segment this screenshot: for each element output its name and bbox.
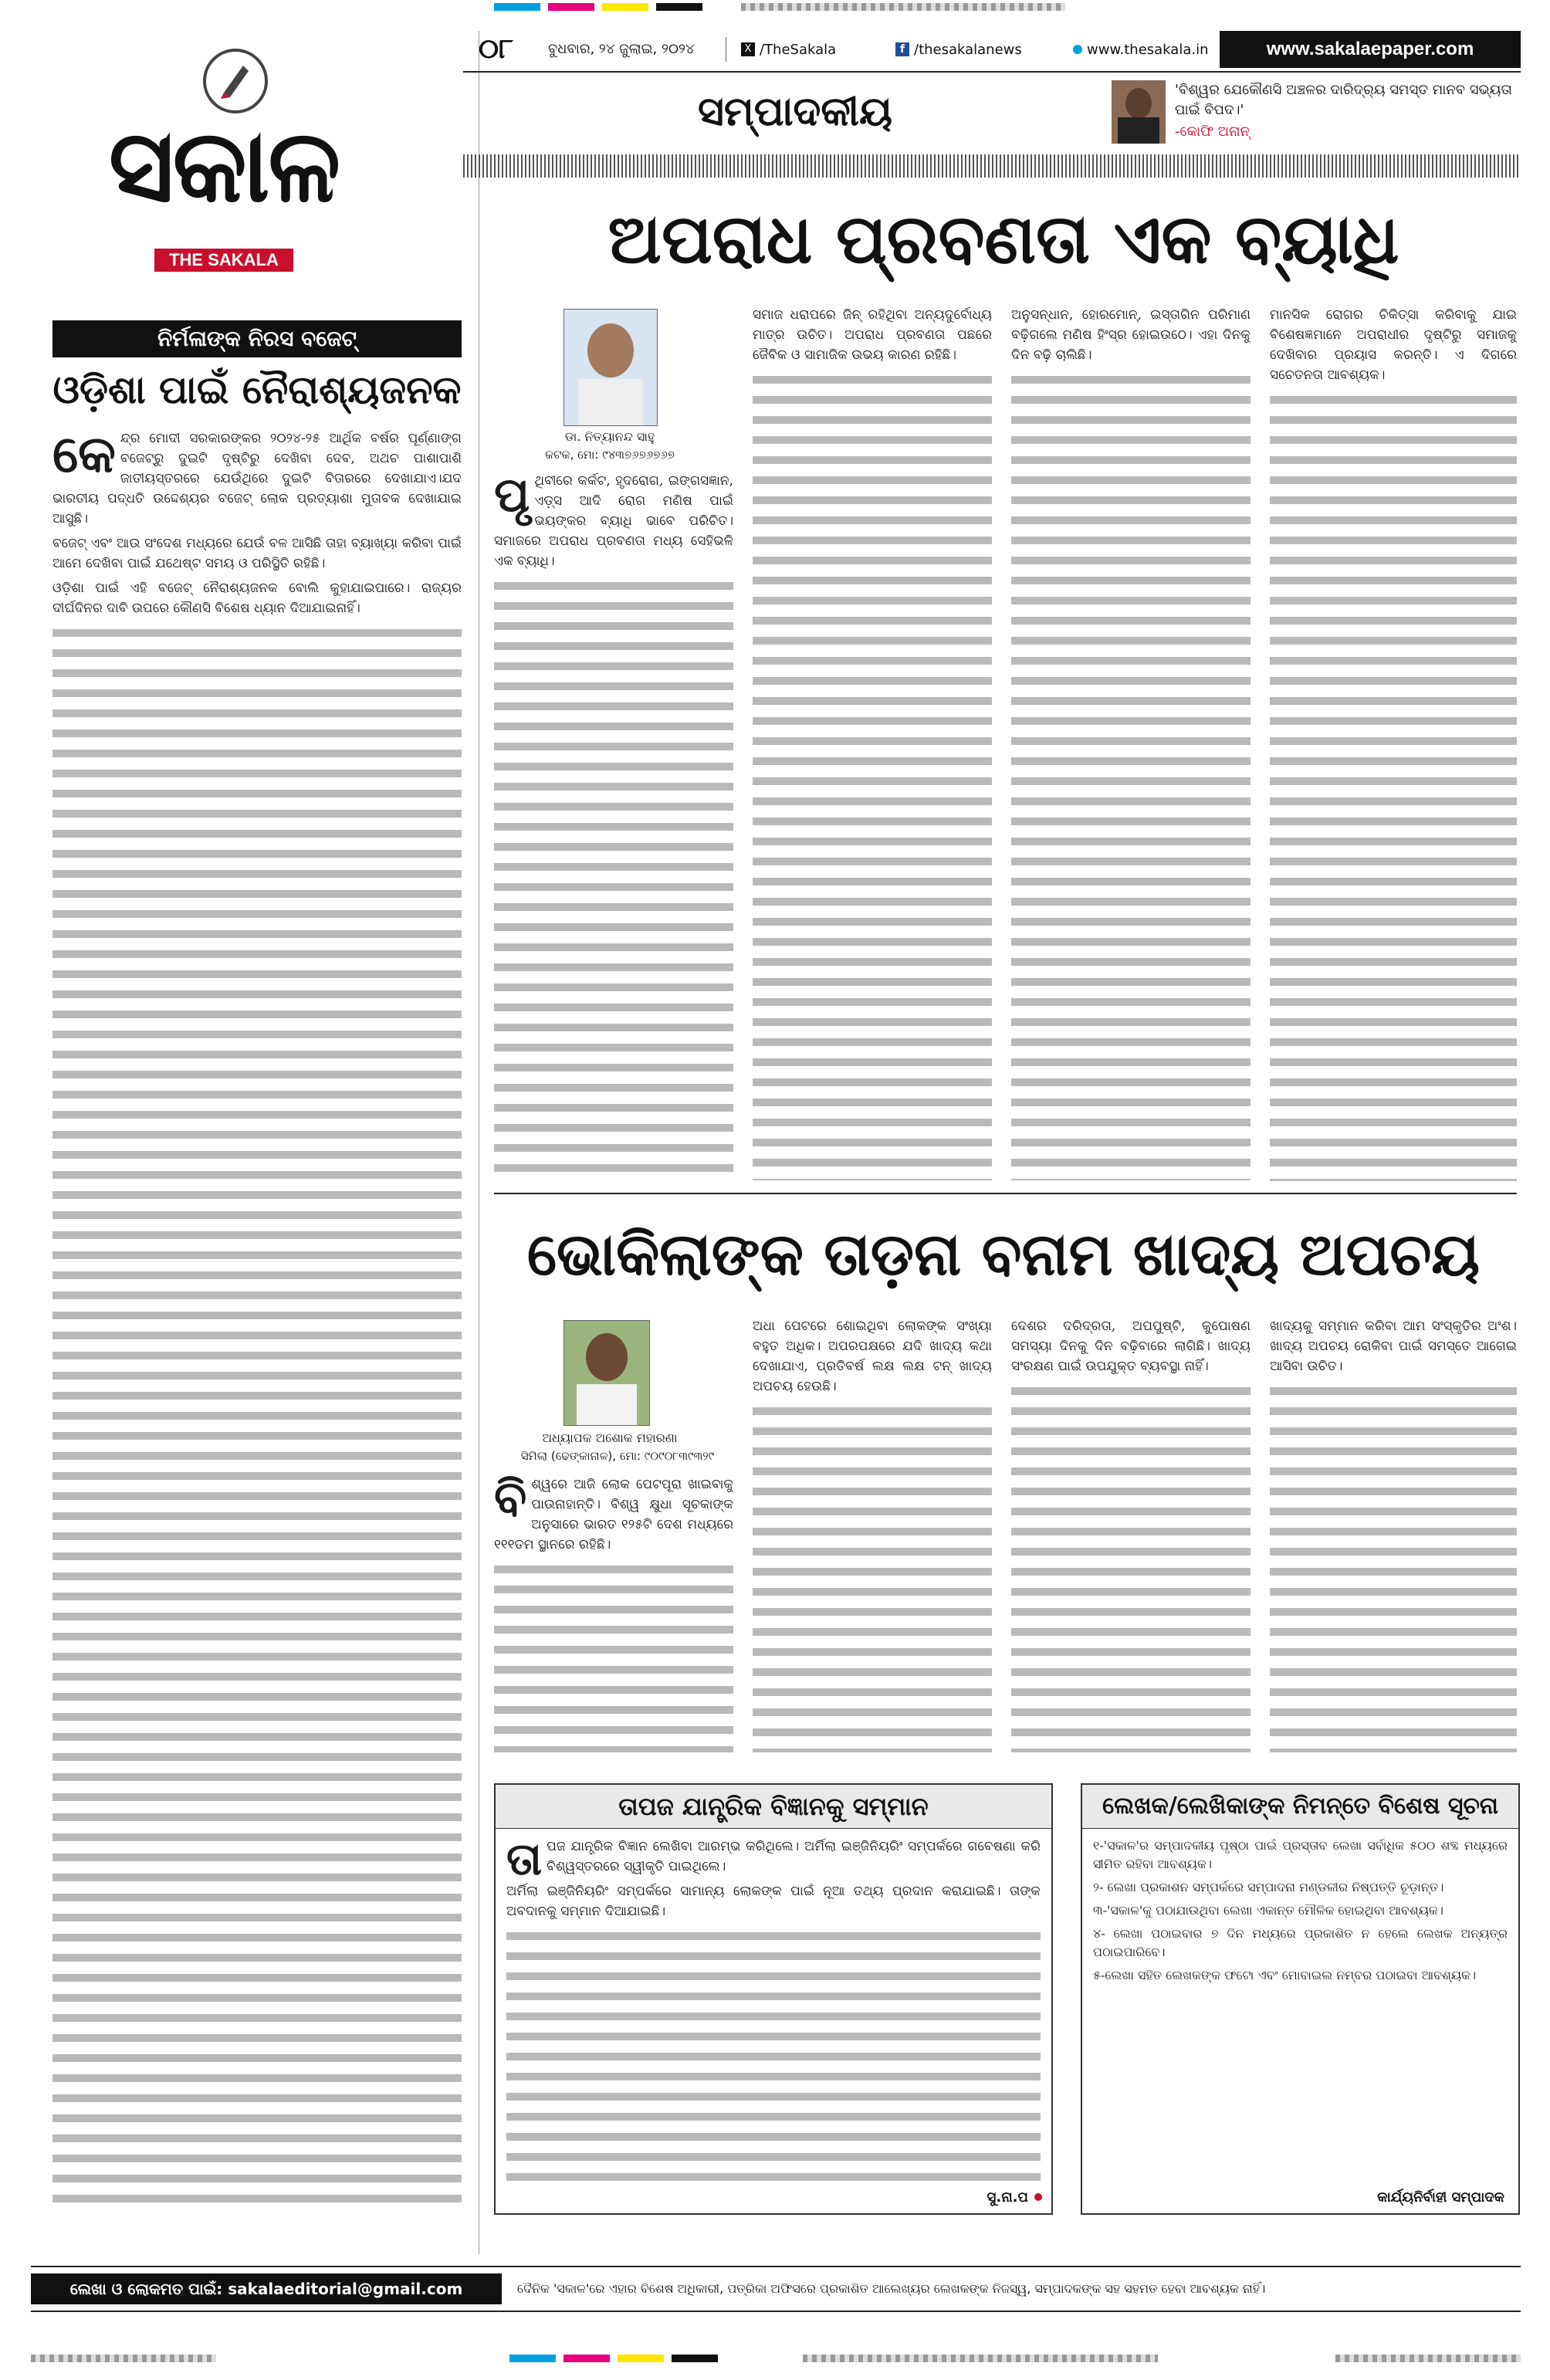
quote-text: 'ବିଶ୍ୱର ଯେକୌଣସି ଅଞ୍ଚଳର ଦାରିଦ୍ର୍ୟ ସମସ୍ତ ମାନବ ସଭ୍ୟତା ପାଇଁ ବିପଦ।' [1175, 82, 1512, 118]
main-col-2 [753, 305, 992, 1181]
science-box-body [496, 1829, 1051, 2184]
editorial-body [52, 428, 462, 2212]
hatch-rule [463, 154, 1521, 178]
main-paragraph: ମାନସିକ ରୋଗର ଚିକିତ୍ସା କରିବାକୁ ଯାଇ ବିଶେଷଜ୍ଞମାନେ ଅପରାଧୀର ଦୃଷ୍ଟିରୁ ସମାଜକୁ ଦେଖିବାର ପ୍ରୟାସ କରନ୍ତି। ଏ ଦିଗରେ ସଚେତନତା ଆବଶ୍ୟକ। [1270, 307, 1517, 383]
editorial-paragraph: ବଜେଟ୍ ଏବଂ ଆଉ ସଂଦେଶ ମଧ୍ୟରେ ଯେଉଁ ବଳ ଆସିଛି ତାହା ବ୍ୟାଖ୍ୟା କରିବା ପାଇଁ ଆମେ ଦେଖିବା ପାଇଁ ଯଥେଷ୍ଟ ସମୟ ଓ ପରିସ୍ଥିତି ରହିଛି। [52, 536, 462, 571]
portrait-icon [1112, 80, 1166, 144]
section-title: ସମ୍ପାଦକୀୟ [698, 89, 892, 135]
notice-box [1081, 1783, 1520, 2215]
second-paragraph: ଦେଶର ଦରିଦ୍ରତା, ଅପପୁଷ୍ଟି, କୁପୋଷଣ ସମସ୍ୟା ଦିନକୁ ଦିନ ବଢ଼ିବାରେ ଲାଗିଛି। ଖାଦ୍ୟ ସଂରକ୍ଷଣ ପାଇଁ ଉପଯୁକ୍ତ ବ୍ୟବସ୍ଥା ନାହିଁ। [1011, 1319, 1250, 1374]
editorial-kicker [52, 320, 462, 357]
second-paragraph: ଖାଦ୍ୟକୁ ସମ୍ମାନ କରିବା ଆମ ସଂସ୍କୃତିର ଅଂଶ। ଖାଦ୍ୟ ଅପଚୟ ରୋକିବା ପାଇଁ ସମସ୍ତେ ଆଗେଇ ଆସିବା ଉଚିତ। [1270, 1319, 1517, 1374]
header-date: ବୁଧବାର, ୨୪ ଜୁଲାଇ, ୨୦୨୪ [548, 41, 695, 57]
main-col-1 [494, 471, 733, 1181]
main-author-photo [563, 309, 658, 426]
main-col-4 [1270, 305, 1517, 1181]
pen-icon [201, 46, 270, 116]
notice-box-body [1082, 1829, 1518, 2184]
facebook-link[interactable]: f /thesakalanews [895, 31, 1022, 68]
logo-text: ସକାଳ [108, 107, 340, 225]
epaper-link[interactable]: www.sakalaepaper.com [1220, 31, 1521, 68]
main-paragraph: ସମାଜ ଧରାପରେ ଜିନ୍ ରହିଥିବା ଅନ୍ୟଦୁର୍ବୋଧ୍ୟ ମାତ୍ର ଉଚିତ। ଅପରାଧ ପ୍ରବଣତା ପଛରେ ଜୈବିକ ଓ ସାମାଜିକ ଉଭୟ କାରଣ ରହିଛି। [753, 307, 992, 363]
notice-item: ୫-ଲେଖା ସହିତ ଲେଖକଙ୍କ ଫଟୋ ଏବଂ ମୋବାଇଲ ନମ୍ବର ପଠାଇବା ଆବଶ୍ୟକ। [1093, 1968, 1477, 1982]
second-author-photo [563, 1320, 650, 1426]
science-box [494, 1783, 1053, 2215]
notice-item: ୨- ଲେଖା ପ୍ରକାଶନ ସମ୍ପର୍କରେ ସମ୍ପାଦନା ମଣ୍ଡଳୀର ନିଷ୍ପତ୍ତି ଚୂଡ଼ାନ୍ତ। [1093, 1880, 1444, 1894]
notice-box-title: ଲେଖକ/ଲେଖିକାଙ୍କ ନିମନ୍ତେ ବିଶେଷ ସୂଚନା [1082, 1785, 1518, 1829]
header-rule [463, 71, 1521, 73]
globe-icon [1073, 45, 1082, 54]
twitter-link[interactable]: X /TheSakala [741, 31, 836, 68]
science-paragraph: ପଜ ଯାନ୍ତ୍ରିକ ବିଜ୍ଞାନ ଲେଖିବା ଆରମ୍ଭ କରିଥିଲେ। ଅର୍ମିଲା ଇଞ୍ଜିନିୟରିଂ ସମ୍ପର୍କରେ ଗବେଷଣା କରି ବିଶ୍ୱସ୍ତରରେ ସ୍ୱୀକୃତି ପାଇଥିଲେ। [547, 1839, 1041, 1874]
main-author-name: ଡା. ନିତ୍ୟାନନ୍ଦ ସାହୁ [564, 429, 655, 444]
main-col-3 [1011, 305, 1250, 1181]
editorial-kicker-text: ନିର୍ମଳାଙ୍କ ନିରସ ବଜେଟ୍ [157, 326, 357, 351]
main-article-title: ଅପରାଧ ପ୍ରବଣତା ଏକ ବ୍ୟାଧି [607, 199, 1399, 279]
editorial-drop-cap: କେ [52, 428, 116, 484]
second-drop-cap: ବି [494, 1474, 527, 1526]
end-mark [1034, 2193, 1042, 2201]
second-paragraph: ଅଧା ପେଟରେ ଶୋଇଥିବା ଲୋକଙ୍କ ସଂଖ୍ୟା ବହୁତ ଅଧିକ। ଅପରପକ୍ଷରେ ଯଦି ଖାଦ୍ୟ କଥା ଦେଖାଯାଏ, ପ୍ରତିବର୍ଷ ଲକ୍ଷ ଲକ୍ଷ ଟନ୍ ଖାଦ୍ୟ ଅପଚୟ ହେଉଛି। [753, 1319, 992, 1394]
quote-box [1104, 77, 1521, 147]
editorial-title: ଓଡ଼ିଶା ପାଇଁ ନୈରାଶ୍ୟଜନକ [52, 367, 462, 412]
filler-lines [52, 623, 462, 2212]
science-drop-cap: ତା [506, 1833, 543, 1885]
notice-item: ୧-'ସକାଳ'ର ସମ୍ପାଦକୀୟ ପୃଷ୍ଠା ପାଇଁ ପ୍ରସ୍ତାବ ଲେଖା ସର୍ବାଧିକ ୫୦୦ ଶବ୍ଦ ମଧ୍ୟରେ ସୀମିତ ରହିବା ଆବଶ୍ୟକ। [1093, 1838, 1508, 1871]
second-col-2 [753, 1316, 992, 1752]
second-article-title: ଭୋକିଲାଙ୍କ ତାଡ଼ନା ବନାମ ଖାଦ୍ୟ ଅପଚୟ [526, 1220, 1481, 1288]
editorial-paragraph: ନ୍ଦ୍ର ମୋଦୀ ସରକାରଙ୍କର ୨୦୨୪-୨୫ ଆର୍ଥିକ ବର୍ଷର ପୂର୍ଣ୍ଣାଙ୍ଗ ବଜେଟ୍‌ରୁ ଦୁଇଟି ଦୃଷ୍ଟିରୁ ଦେଖିବା ଦେବ, ଅଥଚ ପାଶାପାଶି ଜାତୀୟସ୍ତରରେ ଯେଉଁଥିରେ ଦୁଇଟି ବିତାରରେ ଦେଖାଯାଏ।ଯଦ ଭାରତୀୟ ପଦ୍ଧତି ଉଦ୍ଦେଶ୍ୟର ବଜେଟ୍ ଲୋକ ପ୍ରତ୍ୟାଶା ମୁତାବକ ଦେଖାଯାଇ ଆସୁଛି। [52, 431, 462, 526]
page-number: ୦୮ [479, 33, 513, 65]
website-link[interactable]: www.thesakala.in [1073, 31, 1208, 68]
science-box-signature: ସୁ.ନା.ପ [987, 2189, 1028, 2206]
main-drop-cap: ପୃ [494, 471, 530, 523]
second-col-1 [494, 1474, 733, 1752]
footer-disclaimer: ଦୈନିକ 'ସକାଳ'ରେ ଏହାର ବିଶେଷ ଅଧିକାରୀ, ପତ୍ରିକା ଅଫିସରେ ପ୍ରକାଶିତ ଆଲେଖ୍ୟର ଲେଖକଙ୍କ ନିଜସ୍ୱ, ସମ୍ପାଦକଙ୍କ ସହ ସହମତ ହେବା ଆବଶ୍ୟକ ନାହିଁ। [517, 2281, 1266, 2296]
main-paragraph: ଥିବୀରେ କର୍କଟ, ହୃଦରୋଗ, ଇଙ୍ଗସଜ୍ଞାନ, ଏଡ଼୍‌ସ ଆଦି ରୋଗ ମଣିଷ ପାଇଁ ଭୟଙ୍କର ବ୍ୟାଧି ଭାବେ ପରିଚିତ। ସମାଜରେ ଅପରାଧ ପ୍ରବଣତା ମଧ୍ୟ ସେହିଭଳି ଏକ ବ୍ୟାଧି। [494, 473, 733, 569]
twitter-icon: X [741, 42, 755, 56]
quote-author: -କୋଫି ଅନାନ୍ [1175, 124, 1250, 140]
top-color-bars [494, 3, 1112, 11]
facebook-icon: f [895, 42, 909, 56]
science-box-title: ତାପଜ ଯାନ୍ତ୍ରିକ ବିଜ୍ଞାନକୁ ସମ୍ମାନ [496, 1785, 1051, 1829]
bottom-color-bars [31, 2355, 1521, 2364]
footer-email[interactable]: ଲେଖା ଓ ଲୋକମତ ପାଇଁ: sakalaeditorial@gmail.com [69, 2280, 463, 2298]
second-paragraph: ଶ୍ୱରେ ଆଜି ଲୋକ ପେଟପୂରା ଖାଇବାକୁ ପାଉନାହାନ୍ତି। ବିଶ୍ୱ କ୍ଷୁଧା ସୂଚକାଙ୍କ ଅନୁସାରେ ଭାରତ ୧୨୫ଟି ଦେଶ ମଧ୍ୟରେ ୧୧୧ତମ ସ୍ଥାନରେ ରହିଛି। [494, 1477, 733, 1552]
second-author-name: ଅଧ୍ୟାପକ ଅଶୋକ ମହାରଣା [542, 1430, 678, 1445]
masthead [46, 46, 401, 286]
second-col-3 [1011, 1316, 1250, 1752]
footer-rule-bottom [31, 2311, 1521, 2312]
logo-subtitle: THE SAKALA [154, 249, 293, 272]
second-author-info: ସିମିଲା (ଢେଙ୍କାନାଳ), ମୋ: ୯୦୯୦୮୩୯୩୨୯ [520, 1449, 715, 1463]
second-col-4 [1270, 1316, 1517, 1752]
editorial-paragraph: ଓଡ଼ିଶା ପାଇଁ ଏହି ବଜେଟ୍ ନୈରାଶ୍ୟଜନକ ବୋଲି କୁହାଯାଇପାରେ। ରାଜ୍ୟର ଦୀର୍ଘଦିନର ଦାବି ଉପରେ କୌଣସି ବିଶେଷ ଧ୍ୟାନ ଦିଆଯାଇନାହିଁ। [52, 581, 462, 616]
main-paragraph: ଅନୁସନ୍ଧାନ, ହୋରମୋନ୍, ଇସ୍ତାଗିନ ପରିମାଣ ବଢ଼ିଗଲେ ମଣିଷ ହିଂସ୍ର ହୋଇଉଠେ। ଏହା ଦିନକୁ ଦିନ ବଢ଼ି ଚାଲିଛି। [1011, 307, 1250, 363]
notice-item: ୩-'ସକାଳ'କୁ ପଠାଯାଉଥିବା ଲେଖା ଏକାନ୍ତ ମୌଳିକ ହୋଇଥିବା ଆବଶ୍ୟକ। [1093, 1903, 1443, 1918]
notice-item: ୪- ଲେଖା ପଠାଇବାର ୭ ଦିନ ମଧ୍ୟରେ ପ୍ରକାଶିତ ନ ହେଲେ ଲେଖକ ଅନ୍ୟତ୍ର ପଠାଇପାରିବେ। [1093, 1926, 1508, 1959]
main-author-info: କଟକ, ମୋ: ୯୪୩୭୬୭୬୭୬୭ [545, 448, 675, 462]
notice-box-signature: କାର୍ଯ୍ୟନିର୍ବାହୀ ସମ୍ପାଦକ [1377, 2189, 1504, 2206]
footer-email-box [31, 2273, 502, 2304]
top-header [463, 31, 1521, 68]
article-divider [494, 1193, 1517, 1194]
footer-rule [31, 2266, 1521, 2267]
science-paragraph: ଅର୍ମିଲା ଇଞ୍ଜିନିୟରିଂ ସମ୍ପର୍କରେ ସାମାନ୍ୟ ଲୋକଙ୍କ ପାଇଁ ନୂଆ ତଥ୍ୟ ପ୍ରଦାନ କରାଯାଇଛି। ତାଙ୍କ ଅବଦାନକୁ ସମ୍ମାନ ଦିଆଯାଇଛି। [506, 1884, 1041, 1919]
